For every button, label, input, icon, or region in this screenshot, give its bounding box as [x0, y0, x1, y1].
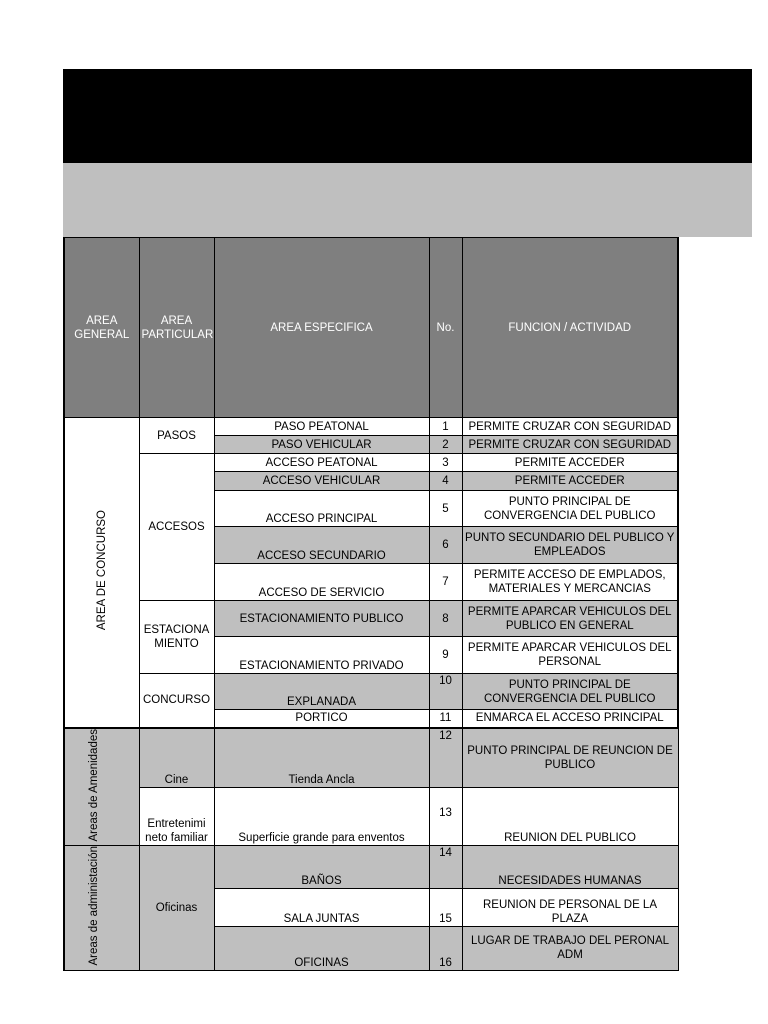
area-especifica: BAÑOS — [214, 846, 429, 889]
funcion: PERMITE CRUZAR CON SEGURIDAD — [462, 418, 678, 436]
area-especifica: ACCESO SECUNDARIO — [214, 527, 429, 564]
header-area-general: AREA GENERAL — [64, 238, 139, 418]
funcion: REUNION DE PERSONAL DE LA PLAZA — [462, 888, 678, 926]
funcion: PERMITE APARCAR VEHICULOS DEL PUBLICO EN GENERAL — [462, 601, 678, 637]
area-especifica: PASO VEHICULAR — [214, 436, 429, 454]
funcion: PERMITE CRUZAR CON SEGURIDAD — [462, 436, 678, 454]
table-row — [64, 846, 678, 889]
row-number: 7 — [429, 564, 462, 601]
area-especifica: ACCESO PRINCIPAL — [214, 491, 429, 527]
area-especifica: EXPLANADA — [214, 674, 429, 710]
particular-accesos: ACCESOS — [139, 454, 214, 601]
group-area-concurso: AREA DE CONCURSO — [64, 418, 139, 728]
area-especifica: ACCESO PEATONAL — [214, 454, 429, 472]
subtitle-band — [63, 163, 752, 237]
row-number: 12 — [429, 728, 462, 788]
area-especifica: PASO PEATONAL — [214, 418, 429, 436]
header-row — [64, 238, 678, 418]
area-especifica: ACCESO DE SERVICIO — [214, 564, 429, 601]
header-area-particular: AREA PARTICULAR — [139, 238, 214, 418]
funcion: PERMITE ACCESO DE EMPLADOS, MATERIALES Y MERCANCIAS — [462, 564, 678, 601]
row-number: 15 — [429, 888, 462, 926]
row-number: 13 — [429, 787, 462, 845]
table-row — [64, 418, 678, 436]
table-row — [64, 601, 678, 637]
particular-pasos: PASOS — [139, 418, 214, 454]
row-number: 14 — [429, 846, 462, 889]
row-number: 10 — [429, 674, 462, 710]
particular-concurso: CONCURSO — [139, 674, 214, 728]
area-especifica: ESTACIONAMIENTO PRIVADO — [214, 637, 429, 674]
funcion: PUNTO SECUNDARIO DEL PUBLICO Y EMPLEADOS — [462, 527, 678, 564]
group-amenidades: Areas de Amenidades — [64, 728, 139, 846]
area-especifica: Superficie grande para enventos — [214, 787, 429, 845]
particular-estacionamiento: ESTACIONA MIENTO — [139, 601, 214, 674]
area-especifica: ESTACIONAMIENTO PUBLICO — [214, 601, 429, 637]
row-number: 11 — [429, 710, 462, 728]
title-band — [63, 69, 752, 163]
row-number: 8 — [429, 601, 462, 637]
row-number: 9 — [429, 637, 462, 674]
row-number: 2 — [429, 436, 462, 454]
area-especifica: OFICINAS — [214, 926, 429, 970]
row-number: 5 — [429, 491, 462, 527]
header-no: No. — [429, 238, 462, 418]
table-row — [64, 787, 678, 845]
table-row — [64, 454, 678, 472]
particular-cine: Cine — [139, 728, 214, 788]
table-row — [64, 728, 678, 788]
area-especifica: ACCESO VEHICULAR — [214, 472, 429, 491]
funcion: PERMITE ACCEDER — [462, 454, 678, 472]
table-row — [64, 674, 678, 710]
funcion: PUNTO PRINCIPAL DE CONVERGENCIA DEL PUBLICO — [462, 674, 678, 710]
funcion: ENMARCA EL ACCESO PRINCIPAL — [462, 710, 678, 728]
row-number: 3 — [429, 454, 462, 472]
area-especifica: PORTICO — [214, 710, 429, 728]
funcion: PERMITE APARCAR VEHICULOS DEL PERSONAL — [462, 637, 678, 674]
funcion: PUNTO PRINCIPAL DE REUNCION DE PUBLICO — [462, 728, 678, 788]
area-especifica: Tienda Ancla — [214, 728, 429, 788]
row-number: 4 — [429, 472, 462, 491]
funcion: LUGAR DE TRABAJO DEL PERONAL ADM — [462, 926, 678, 970]
funcion: NECESIDADES HUMANAS — [462, 846, 678, 889]
funcion: PUNTO PRINCIPAL DE CONVERGENCIA DEL PUBLICO — [462, 491, 678, 527]
funcion: PERMITE ACCEDER — [462, 472, 678, 491]
area-especifica: SALA JUNTAS — [214, 888, 429, 926]
row-number: 16 — [429, 926, 462, 970]
header-funcion: FUNCION / ACTIVIDAD — [462, 238, 678, 418]
areas-table — [63, 237, 679, 971]
row-number: 6 — [429, 527, 462, 564]
group-administracion: Areas de administación — [64, 846, 139, 971]
particular-entretenimiento: Entretenimi neto familiar — [139, 787, 214, 845]
funcion: REUNION DEL PUBLICO — [462, 787, 678, 845]
particular-oficinas: Oficinas — [139, 846, 214, 971]
row-number: 1 — [429, 418, 462, 436]
header-area-especifica: AREA ESPECIFICA — [214, 238, 429, 418]
